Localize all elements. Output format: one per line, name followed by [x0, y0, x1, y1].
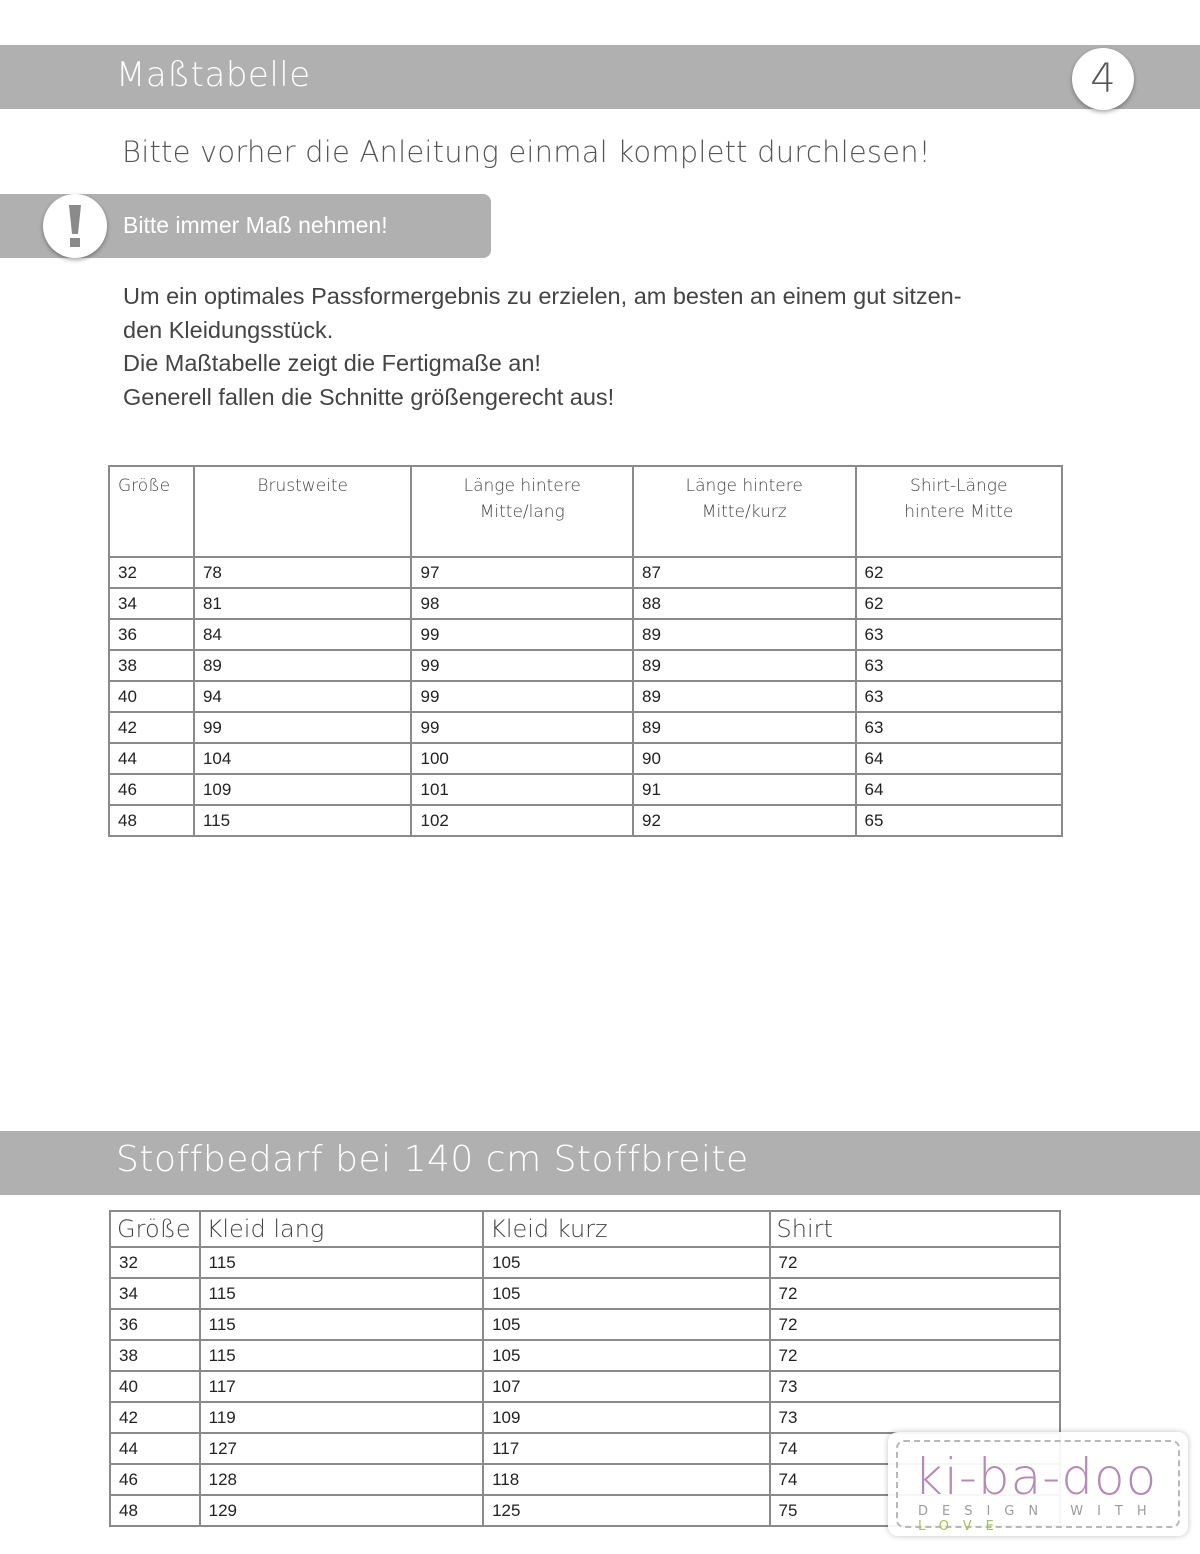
- column-header: Größe: [110, 1211, 200, 1247]
- header-band: [0, 45, 1200, 109]
- table-cell: 48: [110, 1495, 200, 1526]
- table-cell: 65: [856, 805, 1063, 836]
- table-cell: 73: [770, 1402, 1060, 1433]
- table-cell: 101: [411, 774, 633, 805]
- exclamation-icon: [43, 194, 107, 258]
- table-cell: 125: [483, 1495, 769, 1526]
- table-cell: 92: [633, 805, 856, 836]
- table-cell: 72: [770, 1247, 1060, 1278]
- column-header: Länge hintere Mitte/lang: [411, 466, 633, 557]
- paragraph-line: Generell fallen die Schnitte größengerecht aus!: [123, 383, 615, 410]
- table-cell: 38: [110, 1340, 200, 1371]
- column-header: Kleid kurz: [483, 1211, 769, 1247]
- fabric-title: Stoffbedarf bei 140 cm Stoffbreite: [116, 1139, 749, 1180]
- table-cell: 99: [411, 619, 633, 650]
- page-number: 4: [1072, 48, 1134, 110]
- table-cell: 75: [770, 1495, 1060, 1526]
- table-cell: 87: [633, 557, 856, 588]
- table-cell: 63: [856, 650, 1063, 681]
- table-cell: 63: [856, 712, 1063, 743]
- table-header-row: [109, 466, 1062, 557]
- table-cell: 115: [200, 1340, 483, 1371]
- table-cell: 107: [483, 1371, 769, 1402]
- table-row: [110, 1309, 1060, 1340]
- table-row: [109, 619, 1062, 650]
- table-cell: 98: [411, 588, 633, 619]
- table-cell: 109: [194, 774, 412, 805]
- table-cell: 81: [194, 588, 412, 619]
- table-cell: 36: [109, 619, 194, 650]
- table-header-row: [110, 1211, 1060, 1247]
- table-cell: 89: [633, 619, 856, 650]
- paragraph-line: Die Maßtabelle zeigt die Fertigmaße an!: [123, 350, 541, 376]
- column-header: Kleid lang: [200, 1211, 483, 1247]
- table-cell: 102: [411, 805, 633, 836]
- table-cell: 34: [110, 1278, 200, 1309]
- table-cell: 89: [633, 681, 856, 712]
- table-cell: 105: [483, 1309, 769, 1340]
- table-cell: 109: [483, 1402, 769, 1433]
- table-cell: 64: [856, 774, 1063, 805]
- table-cell: 44: [109, 743, 194, 774]
- table-cell: 117: [200, 1371, 483, 1402]
- table-cell: 78: [194, 557, 412, 588]
- table-cell: 72: [770, 1340, 1060, 1371]
- column-header: Shirt: [770, 1211, 1060, 1247]
- table-cell: 73: [770, 1371, 1060, 1402]
- table-row: [110, 1247, 1060, 1278]
- logo-name: ki-ba-doo: [914, 1448, 1158, 1506]
- table-cell: 40: [110, 1371, 200, 1402]
- table-cell: 63: [856, 619, 1063, 650]
- table-cell: 117: [483, 1433, 769, 1464]
- table-cell: 115: [200, 1309, 483, 1340]
- table-cell: 72: [770, 1309, 1060, 1340]
- table-row: [110, 1340, 1060, 1371]
- table-cell: 119: [200, 1402, 483, 1433]
- table-cell: 64: [856, 743, 1063, 774]
- notice-text: Bitte immer Maß nehmen!: [123, 212, 388, 238]
- table-cell: 105: [483, 1340, 769, 1371]
- fabric-band: [0, 1131, 1200, 1195]
- paragraph-line: den Kleidungsstück.: [123, 316, 334, 343]
- table-cell: 97: [411, 557, 633, 588]
- table-cell: 104: [194, 743, 412, 774]
- table-cell: 99: [411, 681, 633, 712]
- table-cell: 46: [110, 1464, 200, 1495]
- table-cell: 32: [109, 557, 194, 588]
- table-cell: 127: [200, 1433, 483, 1464]
- page-title: Maßtabelle: [116, 55, 311, 95]
- table-cell: 32: [110, 1247, 200, 1278]
- table-cell: 63: [856, 681, 1063, 712]
- table-cell: 115: [194, 805, 412, 836]
- column-header: Länge hintere Mitte/kurz: [633, 466, 856, 557]
- paragraph-line: Um ein optimales Passformergebnis zu erzielen, am besten an einem gut sitzen-: [123, 283, 962, 309]
- table-cell: 42: [110, 1402, 200, 1433]
- intro-text: Bitte vorher die Anleitung einmal komplett durchlesen!: [122, 135, 931, 169]
- column-header: Brustweite: [194, 466, 412, 557]
- table-cell: 89: [194, 650, 412, 681]
- table-cell: 99: [411, 712, 633, 743]
- table-cell: 42: [109, 712, 194, 743]
- table-cell: 62: [856, 588, 1063, 619]
- table-cell: 74: [770, 1464, 1060, 1495]
- table-cell: 38: [109, 650, 194, 681]
- table-row: [110, 1402, 1060, 1433]
- column-header: Shirt-Länge hintere Mitte: [856, 466, 1063, 557]
- table-row: [109, 557, 1062, 588]
- table-row: [109, 681, 1062, 712]
- table-cell: 91: [633, 774, 856, 805]
- table-cell: 84: [194, 619, 412, 650]
- table-cell: 90: [633, 743, 856, 774]
- table-cell: 105: [483, 1247, 769, 1278]
- table-cell: 129: [200, 1495, 483, 1526]
- table-cell: 100: [411, 743, 633, 774]
- table-cell: 99: [194, 712, 412, 743]
- table-cell: 74: [770, 1433, 1060, 1464]
- table-cell: 36: [110, 1309, 200, 1340]
- table-cell: 46: [109, 774, 194, 805]
- table-cell: 34: [109, 588, 194, 619]
- table-cell: 89: [633, 712, 856, 743]
- table-cell: 88: [633, 588, 856, 619]
- table-row: [109, 588, 1062, 619]
- table-row: [109, 805, 1062, 836]
- table-cell: 48: [109, 805, 194, 836]
- table-row: [109, 774, 1062, 805]
- table-cell: 89: [633, 650, 856, 681]
- table-cell: 72: [770, 1278, 1060, 1309]
- table-cell: 105: [483, 1278, 769, 1309]
- table-cell: 128: [200, 1464, 483, 1495]
- table-row: [109, 743, 1062, 774]
- instructions-paragraph: [123, 280, 1063, 414]
- table-row: [109, 650, 1062, 681]
- table-cell: 115: [200, 1278, 483, 1309]
- table-cell: 94: [194, 681, 412, 712]
- table-cell: 115: [200, 1247, 483, 1278]
- table-row: [109, 712, 1062, 743]
- measurement-table: [108, 465, 1063, 837]
- table-cell: 40: [109, 681, 194, 712]
- table-row: [110, 1371, 1060, 1402]
- logo-tagline: DESIGN WITH LOVE: [918, 1504, 1161, 1534]
- column-header: Größe: [109, 466, 194, 557]
- table-cell: 44: [110, 1433, 200, 1464]
- table-cell: 99: [411, 650, 633, 681]
- table-cell: 118: [483, 1464, 769, 1495]
- brand-logo: [888, 1432, 1188, 1536]
- table-row: [110, 1278, 1060, 1309]
- table-cell: 62: [856, 557, 1063, 588]
